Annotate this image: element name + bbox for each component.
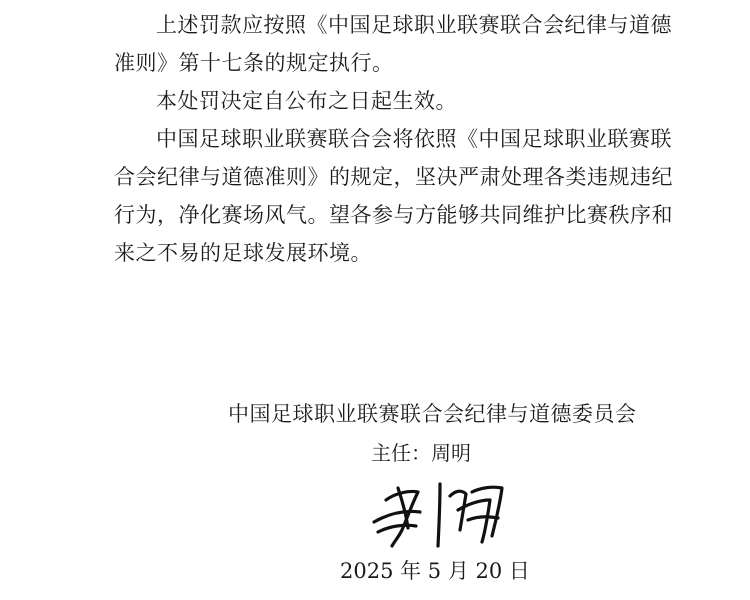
issuing-organization: 中国足球职业联赛联合会纪律与道德委员会 [228, 402, 637, 426]
paragraph-effective-date: 本处罚决定自公布之日起生效。 [156, 89, 457, 113]
paragraph-fine-execution: 上述罚款应按照《中国足球职业联赛联合会纪律与道德准则》第十七条的规定执行。 [114, 13, 672, 75]
handwritten-signature [368, 470, 518, 550]
paragraph-statement: 中国足球职业联赛联合会将依照《中国足球职业联赛联合会纪律与道德准则》的规定，坚决严肃处理各类违规违纪行为，净化赛场风气。望各参与方能够共同维护比赛秩序和来之不易的足球发展环境。 [114, 127, 673, 265]
document-date: 2025 年 5 月 20 日 [340, 559, 530, 583]
director-name: 主任：周明 [371, 441, 471, 465]
